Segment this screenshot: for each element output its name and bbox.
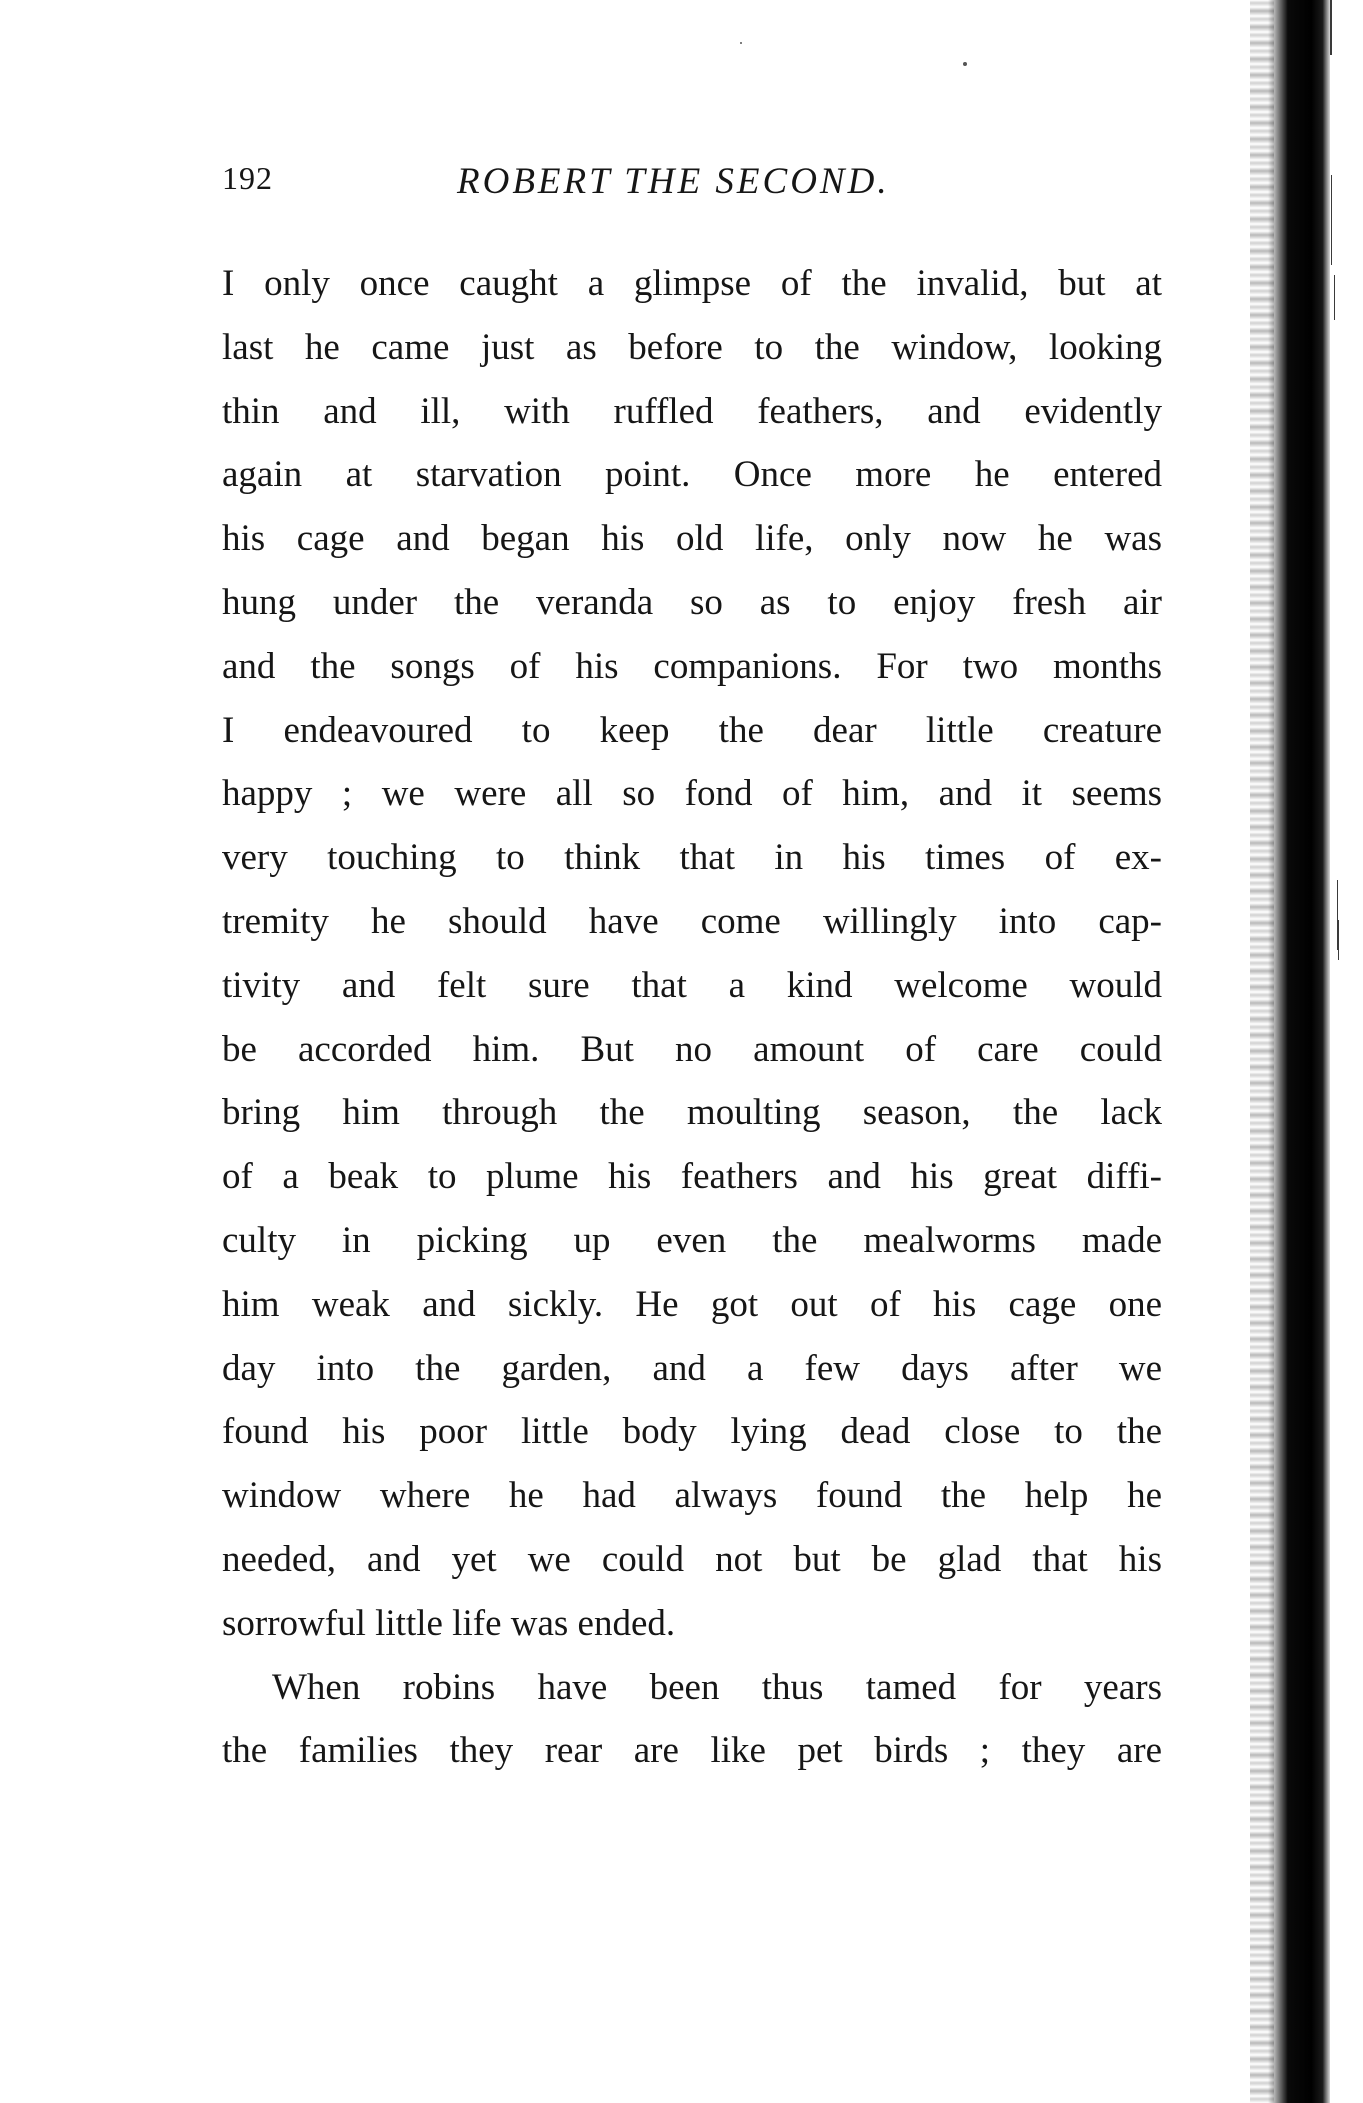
- text-line: tremity he should have come willingly into cap-: [222, 900, 1162, 942]
- text-line: culty in picking up even the mealworms made: [222, 1219, 1162, 1261]
- page-edge-mark: [1330, 0, 1332, 55]
- paragraph-start-line: When robins have been thus tamed for years: [272, 1666, 1162, 1708]
- text-line: day into the garden, and a few days after we: [222, 1347, 1162, 1389]
- page-edge-mark: [1331, 175, 1332, 265]
- text-line: thin and ill, with ruffled feathers, and evidently: [222, 390, 1162, 432]
- text-line: happy ; we were all so fond of him, and it seems: [222, 773, 1162, 815]
- text-line: of a beak to plume his feathers and his great diffi-: [222, 1156, 1162, 1198]
- text-line: again at starvation point. Once more he entered: [222, 454, 1162, 496]
- text-line: last he came just as before to the window, looking: [222, 326, 1162, 368]
- text-line: found his poor little body lying dead close to the: [222, 1411, 1162, 1453]
- page-number: 192: [222, 160, 273, 196]
- scan-speck: [740, 42, 742, 44]
- text-line: the families they rear are like pet birds ; they are: [222, 1730, 1162, 1772]
- body-text: [222, 252, 1162, 1783]
- page-edge-mark: [1338, 920, 1339, 960]
- text-line: hung under the veranda so as to enjoy fresh air: [222, 581, 1162, 623]
- text-line: and the songs of his companions. For two months: [222, 645, 1162, 687]
- running-title: ROBERT THE SECOND.: [457, 161, 890, 202]
- text-line: I endeavoured to keep the dear little creature: [222, 709, 1162, 751]
- text-line: bring him through the moulting season, the lack: [222, 1092, 1162, 1134]
- scan-speck: [963, 62, 967, 66]
- text-line: I only once caught a glimpse of the invalid, but at: [222, 263, 1162, 304]
- text-line: his cage and began his old life, only now he was: [222, 518, 1162, 560]
- paragraph-end-line: sorrowful little life was ended.: [222, 1602, 676, 1644]
- text-line: very touching to think that in his times of ex-: [222, 837, 1162, 879]
- page-edge-mark: [1334, 275, 1335, 320]
- text-line: needed, and yet we could not but be glad that his: [222, 1538, 1162, 1580]
- text-line: be accorded him. But no amount of care could: [222, 1028, 1162, 1070]
- page-header: [222, 160, 1168, 210]
- text-line: tivity and felt sure that a kind welcome would: [222, 964, 1162, 1006]
- scan-binding-shadow: [1268, 0, 1330, 2103]
- text-line: window where he had always found the help he: [222, 1475, 1162, 1517]
- text-line: him weak and sickly. He got out of his cage one: [222, 1283, 1162, 1325]
